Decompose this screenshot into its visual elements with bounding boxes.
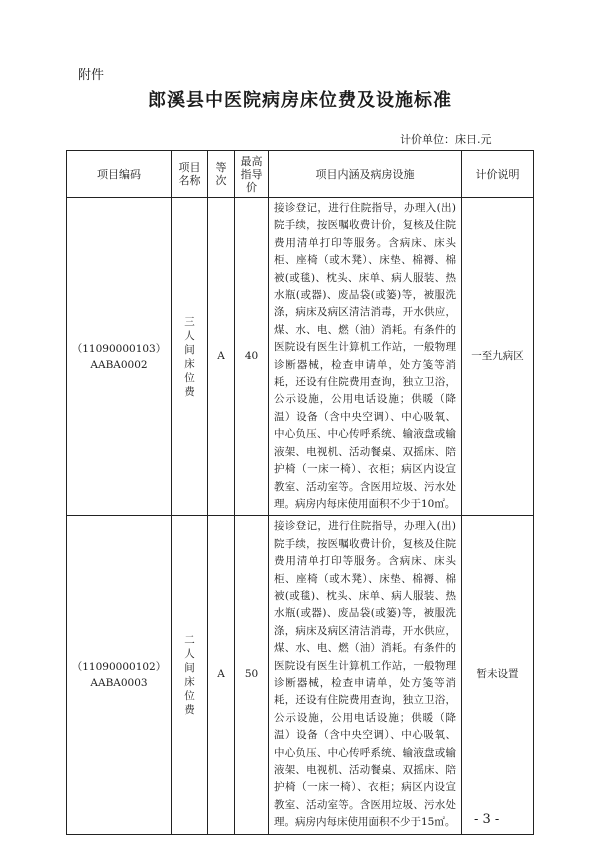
item-note: 暂未设置 [462,516,534,834]
item-price: 40 [235,198,269,516]
item-price: 50 [235,516,269,834]
item-content: 接诊登记，进行住院指导，办理入(出)院手续，按医嘱收费计价，复核及住院费用清单打印等服务。含病床、床头柜、座椅（或木凳）、床垫、棉褥、棉被(或毯)、枕头、床单、病人服装、热水瓶(或器)、废品袋(或篓)等，被服洗涤，病床及病区清洁消毒，开水供应，煤、水、电、燃（油）消耗。有条件的医院设有医生计算机工作站，一般物理诊断器械，检查申请单，处方笺等消耗，还设有住院费用查询，独立卫浴，公示设施，公用电话设施；供暖（降温）设备（含中央空调）、中心吸氧、中心负压、中心传呼系统、输液盘或输液架、电视机、活动餐桌、双摇床、陪护椅（一床一椅）、衣柜；病区内设宣教室、活动室等。含医用垃圾、污水处理。病房内每床使用面积不少于10㎡。 [269,198,462,516]
item-code-primary: （11090000102） [71,660,167,673]
pricing-unit: 计价单位：床日.元 [400,133,492,146]
header-grade: 等次 [208,151,235,198]
item-grade: A [208,198,235,516]
item-name: 二人间床位费 [184,633,195,716]
header-note: 计价说明 [462,151,534,198]
item-name: 三人间床位费 [184,315,195,398]
item-code-primary: （11090000103） [71,342,167,355]
page-number: - 3 - [474,812,500,827]
table-row [67,516,534,834]
item-note: 一至九病区 [462,198,534,516]
item-code-cell [67,198,172,516]
item-code-cell [67,516,172,834]
table-row [67,198,534,516]
header-code: 项目编码 [67,151,172,198]
item-code-secondary: AABA0003 [90,676,148,689]
page-title: 郎溪县中医院病房床位费及设施标准 [148,90,452,111]
header-name: 项目名称 [172,151,208,198]
item-content: 接诊登记，进行住院指导，办理入(出)院手续，按医嘱收费计价，复核及住院费用清单打印等服务。含病床、床头柜、座椅（或木凳）、床垫、棉褥、棉被(或毯)、枕头、床单、病人服装、热水瓶(或器)、废品袋(或篓)等，被服洗涤，病床及病区清洁消毒，开水供应，煤、水、电、燃（油）消耗。有条件的医院设有医生计算机工作站，一般物理诊断器械，检查申请单，处方笺等消耗，还设有住院费用查询，独立卫浴，公示设施，公用电话设施；供暖（降温）设备（含中央空调）、中心吸氧、中心负压、中心传呼系统、输液盘或输液架、电视机、活动餐桌、双摇床、陪护椅（一床一椅）、衣柜；病区内设宣教室、活动室等。含医用垃圾、污水处理。病房内每床使用面积不少于15㎡。 [269,516,462,834]
header-content: 项目内涵及病房设施 [269,151,462,198]
item-name-cell [172,198,208,516]
item-grade: A [208,516,235,834]
table-header-row [67,151,534,198]
annex-label: 附件 [78,68,105,83]
fee-table [66,150,534,835]
item-name-cell [172,516,208,834]
header-price: 最高指导价 [235,151,269,198]
item-code-secondary: AABA0002 [90,358,148,371]
